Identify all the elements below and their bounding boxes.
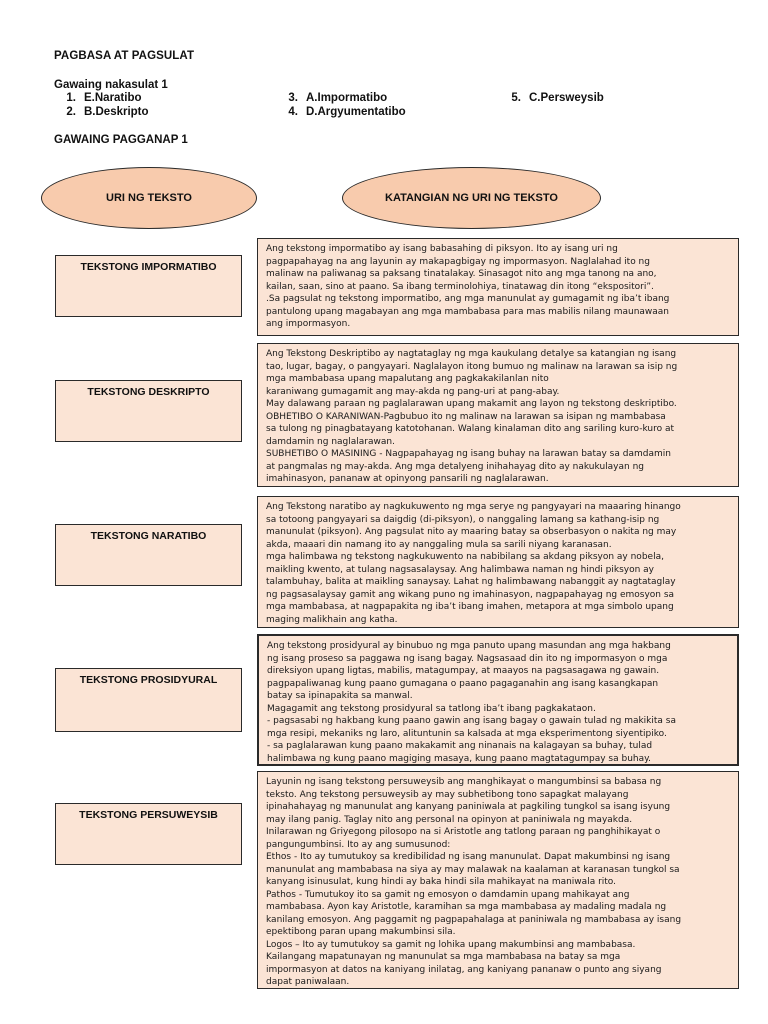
- line: manunulat (piksyon). Ang pagsulat nito ay maaring batay sa obserbasyon o nakita ng may: [266, 527, 677, 537]
- line: talambuhay, balita at maikling sanaysay. Lahat ng halimbawang nabanggit ay nagtataglay: [266, 577, 676, 587]
- answer-text: A.Impormatibo: [306, 92, 388, 104]
- type-box-descriptive: [55, 380, 242, 442]
- type-label: TEKSTONG PROSIDYURAL: [79, 674, 218, 686]
- answer-text: E.Naratibo: [84, 92, 142, 104]
- answer-list: [54, 92, 674, 122]
- line: pantulong upang magabayan ang mga mambabasa para mas mabilis nilang maunawaan: [266, 306, 670, 317]
- type-label: TEKSTONG PERSUWEYSIB: [79, 809, 218, 821]
- type-label: TEKSTONG DESKRIPTO: [87, 386, 210, 398]
- line: Pathos - Tumutukoy ito sa gamit ng emosyon o damdamin upang mahikayat ang: [266, 889, 630, 900]
- line: kanyang isinusulat, kung hindi ay baka hindi sila mahikayat na maniwala rito.: [266, 877, 617, 887]
- answer-item-5: [499, 92, 604, 104]
- line: tao, lugar, bagay, o pangyayari. Naglalayon itong bumuo ng malinaw na larawan sa isip ng: [266, 361, 678, 372]
- line: Logos – Ito ay tumutukoy sa gamit ng lohika upang makumbinsi ang mambabasa.: [266, 939, 636, 950]
- line: karaniwang gumagamit ang may-akda ng pang-uri at pang-abay.: [266, 386, 560, 397]
- line: Inilarawan ng Griyegong pilosopo na si Aristotle ang tatlong paraan ng panghihikayat o: [266, 827, 661, 837]
- description-box-informative: [257, 238, 739, 336]
- line: pagpapaliwanag kung paano gumagana o paano pagaganahin ang isang kasangkapan: [267, 678, 659, 689]
- line: ipinahahayag ng manunulat ang kanyang paniniwala at pagkiling tungkol sa isang isyung: [266, 802, 671, 812]
- line: sa totoong pangyayari sa daigdig (di-piksyon), o nanggaling lamang sa kathang-isip ng: [266, 514, 660, 525]
- line: ng isang proseso sa paggawa ng isang bagay. Nagsasaad din ito ng impormasyon o mga: [267, 653, 668, 664]
- line: damdamin ng naglalarawan.: [266, 436, 395, 447]
- line: impormasyon at datos na kaniyang inilatag, ang kaniyang pananaw o punto ang siyang: [266, 964, 662, 975]
- type-box-persuasive: [55, 803, 242, 865]
- line: sa tulong ng pinagbatayang katotohanan. Walang kinalaman dito ang sariling kuro-kuro at: [266, 424, 675, 434]
- performance-task-title: GAWAING PAGGANAP 1: [54, 134, 188, 146]
- answer-text: C.Persweysib: [529, 92, 604, 104]
- line: halimbawa ng kung paano magiging masaya, kung paano magtatagumpay sa buhay.: [267, 753, 652, 764]
- answer-text: B.Deskripto: [84, 106, 149, 118]
- oval-label: KATANGIAN NG URI NG TEKSTO: [385, 192, 558, 204]
- type-box-procedural: [55, 668, 242, 732]
- written-task-title: Gawaing nakasulat 1: [54, 79, 168, 91]
- answer-number: 3.: [288, 92, 298, 104]
- line: mga resipi, mekaniks ng laro, alituntunin sa kalsada at mga eksperimentong siyentipiko.: [267, 728, 667, 739]
- oval-label: URI NG TEKSTO: [106, 192, 192, 204]
- line: dapat paniwalaan.: [266, 977, 350, 987]
- answer-number: 5.: [511, 92, 521, 104]
- line: ang impormasyon.: [266, 319, 351, 329]
- type-box-narrative: [55, 524, 242, 586]
- line: OBHETIBO O KARANIWAN-Pagbubuo ito ng malinaw na larawan sa isipan ng mambabasa: [266, 411, 666, 422]
- line: Ang tekstong prosidyural ay binubuo ng mga panuto upang masundan ang mga hakbang: [267, 641, 671, 651]
- type-label: TEKSTONG NARATIBO: [90, 530, 207, 542]
- answer-text: D.Argyumentatibo: [306, 106, 406, 118]
- line: mga mambabasa, at nagpapakita ng iba’t ibang imahen, metapora at mga simbolo upang: [266, 602, 674, 612]
- answer-number: 4.: [288, 106, 298, 118]
- answer-item-3: [276, 92, 387, 104]
- line: Layunin ng isang tekstong persuweysib ang manghikayat o mangumbinsi sa babasa ng: [266, 777, 662, 787]
- line: Magagamit ang tekstong prosidyural sa tatlong iba’t ibang pagkakataon.: [267, 703, 596, 714]
- oval-text-characteristics: [342, 167, 601, 229]
- line: direksiyon upang ligtas, mabilis, matagumpay, at maayos na pagsasagawa ng gawain.: [267, 666, 660, 676]
- oval-text-type: [41, 167, 257, 229]
- type-box-informative: [55, 255, 242, 317]
- line: .Sa pagsulat ng tekstong impormatibo, ang mga manunulat ay gumagamit ng iba’t ibang: [266, 294, 670, 304]
- description-box-narrative: [257, 496, 739, 628]
- answer-item-2: [54, 106, 149, 118]
- line: mga halimbawa ng tekstong nagkukuwento na nabibilang sa akdang piksyon ay nobela,: [266, 552, 664, 562]
- line: kanilang emosyon. Ang paggamit ng pagpapahalaga at paniniwala ng mambabasa ay isang: [266, 914, 682, 925]
- line: SUBHETIBO O MASINING - Nagpapahayag ng isang buhay na larawan batay sa damdamin: [266, 449, 671, 459]
- description-box-persuasive: [257, 771, 739, 989]
- description-box-procedural: [257, 634, 739, 766]
- line: pagpapahayag na ang layunin ay makapagbigay ng impormasyon. Naglalahad ito ng: [266, 256, 650, 267]
- line: imahinasyon, pananaw at opinyong pansarili ng naglalarawan.: [266, 474, 549, 484]
- line: kailan, saan, sino at paano. Sa ibang terminolohiya, tinatawag din itong “ekspositori”.: [266, 281, 654, 292]
- line: Ang Tekstong naratibo ay nagkukuwento ng mga serye ng pangyayari na maaaring hinango: [266, 502, 681, 512]
- line: batay sa ipinapakita sa manwal.: [267, 691, 413, 701]
- line: Ang Tekstong Deskriptibo ay nagtataglay ng mga kaukulang detalye sa katangian ng isang: [266, 349, 677, 359]
- line: maging malikhain ang katha.: [266, 614, 398, 625]
- line: akda, maaari din namang ito ay nanggaling mula sa sarili niyang karanasan.: [266, 539, 612, 550]
- line: mga mambabasa upang mapalutang ang pagkakakilanlan nito: [266, 374, 549, 384]
- type-label: TEKSTONG IMPORMATIBO: [80, 261, 217, 273]
- line: manunulat ang mambabasa na siya ay may malawak na kaalaman at karanasan tungkol sa: [266, 864, 680, 875]
- line: mambabasa. Ayon kay Aristotle, karamihan sa mga mambabasa ay madaling madala ng: [266, 902, 667, 912]
- answer-number: 2.: [66, 106, 76, 118]
- answer-item-4: [276, 106, 406, 118]
- line: teksto. Ang tekstong persuweysib ay may subhetibong tono sapagkat malayang: [266, 789, 629, 800]
- answer-number: 1.: [66, 92, 76, 104]
- line: may ilang panig. Taglay nito ang personal na opinyon at paniniwala ng mayakda.: [266, 814, 633, 825]
- line: Ang tekstong impormatibo ay isang babasahing di piksyon. Ito ay isang uri ng: [266, 244, 618, 254]
- line: - sa paglalarawan kung paano makakamit ang ninanais na kalagayan sa buhay, tulad: [267, 741, 653, 751]
- line: ng pagsasalaysay gamit ang wikang puno ng imahinasyon, nagpapahayag ng emosyon sa: [266, 589, 675, 600]
- line: pangungumbinsi. Ito ay ang sumusunod:: [266, 839, 451, 850]
- line: at pangmalas ng may-akda. Ang mga detalyeng inihahayag dito ay nakukulayan ng: [266, 461, 644, 472]
- line: - pagsasabi ng hakbang kung paano gawin ang isang bagay o gawain tulad ng makikita sa: [267, 716, 677, 726]
- description-box-descriptive: [257, 343, 739, 487]
- answer-item-1: [54, 92, 142, 104]
- line: Kailangang mapatunayan ng manunulat sa mga mambabasa na batay sa mga: [266, 952, 621, 962]
- line: May dalawang paraan ng paglalarawan upang makamit ang layon ng tekstong deskriptibo.: [266, 399, 677, 409]
- line: epektibong paran upang makumbinsi sila.: [266, 927, 456, 937]
- line: malinaw na paliwanag sa paksang tinatalakay. Sinasagot nito ang mga tanong na ano,: [266, 269, 657, 279]
- line: maikling kwento, at tulang nagsasalaysay. Ang halimbawa naman ng hindi piksyon ay: [266, 564, 654, 575]
- line: Ethos - Ito ay tumutukoy sa kredibilidad ng isang manunulat. Dapat makumbinsi ng isang: [266, 852, 671, 862]
- page-title: PAGBASA AT PAGSULAT: [54, 50, 195, 62]
